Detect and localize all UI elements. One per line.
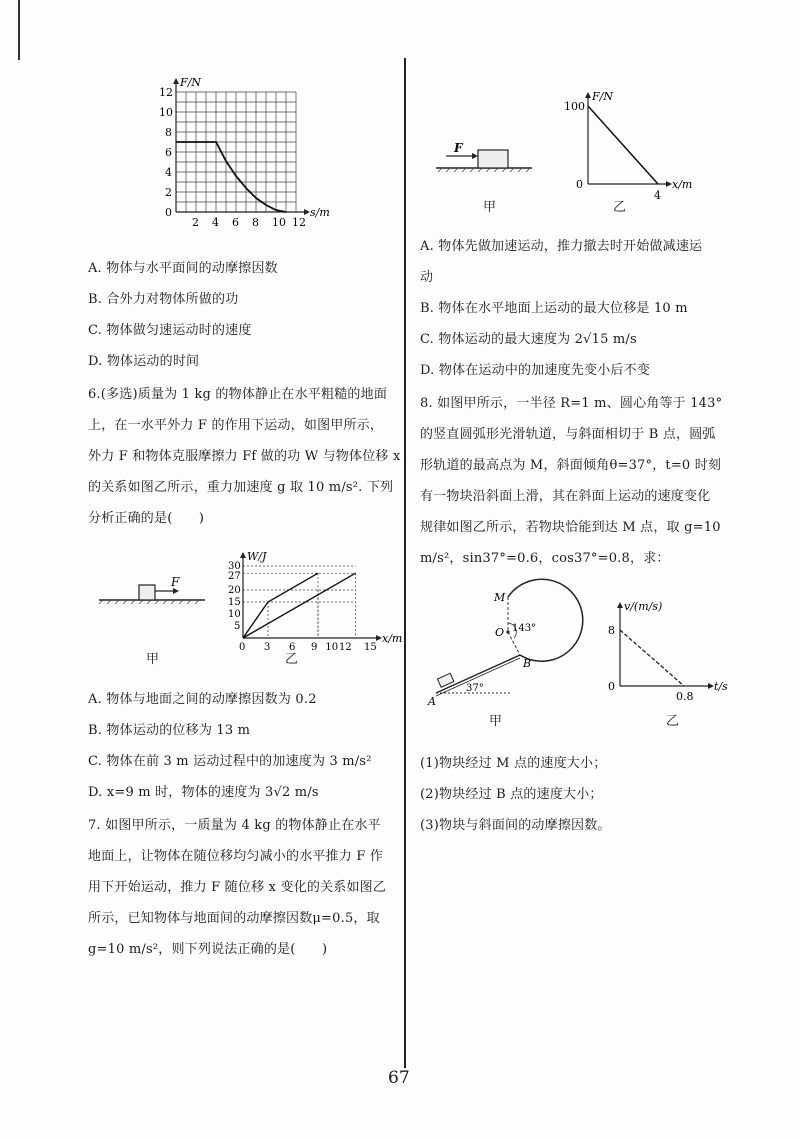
y-axis-label: F/N — [592, 90, 613, 103]
q8-line-2: 的竖直圆弧形光滑轨道，与斜面相切于 B 点，圆弧 — [420, 427, 716, 442]
y-tick-label: 100 — [564, 100, 585, 113]
y-tick-label: 0 — [165, 206, 172, 219]
q5-option-d: D. 物体运动的时间 — [88, 354, 200, 369]
block — [478, 150, 508, 168]
q6-figure-jia — [95, 570, 215, 610]
series-line-W_F — [243, 573, 318, 638]
y-axis-label: F/N — [180, 76, 201, 89]
force-label: F — [454, 141, 463, 155]
y-tick-label: 6 — [165, 146, 172, 159]
y-axis-arrow — [173, 78, 179, 84]
y-tick-label: 8 — [608, 624, 615, 637]
q6-option-b: B. 物体运动的位移为 13 m — [88, 723, 251, 738]
x-tick-label: 8 — [252, 216, 259, 229]
q8-line-3: 形轨道的最高点为 M，斜面倾角θ=37°，t=0 时刻 — [420, 458, 722, 473]
q7-line-2: 地面上，让物体在随位移均匀减小的水平推力 F 作 — [88, 849, 384, 864]
y-axis-arrow — [240, 552, 246, 558]
x-tick-label: 0 — [576, 178, 583, 191]
force-label: F — [171, 575, 180, 589]
q8-line-4: 有一物块沿斜面上滑，其在斜面上运动的速度变化 — [420, 489, 711, 504]
q6-option-d: D. x=9 m 时，物体的速度为 3√2 m/s — [88, 785, 319, 800]
left-margin-rule — [18, 0, 20, 60]
x-tick-label: 4 — [212, 216, 219, 229]
series-line-F — [588, 106, 658, 184]
q7-line-3: 用下开始运动，推力 F 随位移 x 变化的关系如图乙 — [88, 880, 387, 895]
x-tick-label: 0 — [608, 680, 615, 693]
series-line-W_f — [243, 573, 356, 638]
x-tick-label: 10 — [325, 642, 339, 653]
q6-work-displacement-chart — [225, 548, 403, 653]
block — [139, 585, 155, 600]
y-tick-label: 30 — [228, 561, 241, 572]
y-tick-label: 20 — [228, 585, 241, 596]
q8-subquestion-2: (2)物块经过 B 点的速度大小； — [420, 787, 603, 802]
q7-line-1: 7. 如图甲所示，一质量为 4 kg 的物体静止在水平 — [88, 818, 381, 833]
q6-line-1: 6.(多选)质量为 1 kg 的物体静止在水平粗糙的地面 — [88, 387, 388, 402]
y-axis-label: v/(m/s) — [624, 600, 663, 613]
x-axis-label: t/s — [714, 680, 728, 693]
center-O — [506, 630, 509, 633]
q8-subquestion-3: (3)物块与斜面间的动摩擦因数。 — [420, 818, 611, 833]
block — [437, 673, 453, 687]
x-tick-label: 4 — [654, 189, 661, 202]
q7-option-a-cont: 动 — [420, 270, 434, 285]
q7-option-c: C. 物体运动的最大速度为 2√15 m/s — [420, 332, 637, 347]
x-tick-label: 15 — [364, 642, 377, 653]
y-tick-label: 10 — [228, 609, 241, 620]
y-tick-label: 2 — [165, 186, 172, 199]
q7-option-b: B. 物体在水平地面上运动的最大位移是 10 m — [420, 301, 688, 316]
q7-line-5: g=10 m/s²，则下列说法正确的是( ) — [88, 942, 328, 957]
x-tick-label: 10 — [272, 216, 286, 229]
q5-force-displacement-chart — [140, 72, 340, 232]
q8-fig-jia-caption: 甲 — [489, 714, 503, 729]
y-tick-label: 5 — [234, 621, 241, 632]
column-divider — [404, 58, 406, 1068]
x-tick-label: 6 — [289, 642, 296, 653]
q8-line-6: m/s²，sin37°=0.6，cos37°=0.8，求： — [420, 551, 670, 566]
q7-fig-jia-caption: 甲 — [483, 200, 497, 215]
y-tick-label: 8 — [165, 126, 172, 139]
q7-fig-yi-caption: 乙 — [613, 200, 627, 215]
q7-line-4: 所示，已知物体与地面间的动摩擦因数μ=0.5，取 — [88, 911, 380, 926]
x-axis-label: x/m — [672, 178, 693, 191]
y-tick-label: 4 — [165, 166, 172, 179]
q8-subquestion-1: (1)物块经过 M 点的速度大小； — [420, 756, 607, 771]
label-B: B — [523, 657, 532, 670]
q5-option-b: B. 合外力对物体所做的功 — [88, 292, 239, 307]
series-line-v — [620, 630, 684, 686]
series-line-F — [176, 142, 286, 212]
q6-fig-yi-caption: 乙 — [285, 652, 299, 667]
q5-option-a: A. 物体与水平面间的动摩擦因数 — [88, 261, 278, 276]
q8-fig-yi-caption: 乙 — [666, 714, 680, 729]
q6-fig-jia-caption: 甲 — [146, 652, 160, 667]
x-tick-label: 0.8 — [676, 690, 694, 703]
q6-option-c: C. 物体在前 3 m 运动过程中的加速度为 3 m/s² — [88, 754, 372, 769]
x-tick-label: 6 — [232, 216, 239, 229]
x-tick-label: 9 — [311, 642, 318, 653]
label-O: O — [495, 626, 505, 639]
q8-figure-jia — [428, 585, 588, 710]
label-M: M — [494, 591, 506, 604]
x-tick-label: 12 — [292, 216, 306, 229]
q7-figure-jia — [432, 140, 542, 180]
y-axis-label: W/J — [247, 550, 267, 563]
q8-line-1: 8. 如图甲所示，一半径 R=1 m、圆心角等于 143° — [420, 396, 723, 411]
q6-line-5: 分析正确的是( ) — [88, 511, 205, 526]
y-tick-label: 10 — [159, 106, 173, 119]
q8-line-5: 规律如图乙所示，若物块恰能到达 M 点，取 g=10 — [420, 520, 721, 535]
y-axis-arrow — [585, 92, 591, 98]
x-tick-label: 12 — [339, 642, 352, 653]
label-A: A — [428, 695, 436, 708]
x-tick-label: 3 — [264, 642, 271, 653]
label-arc-angle: 143° — [512, 623, 537, 634]
arc-track — [508, 579, 583, 661]
x-axis-label: s/m — [310, 206, 330, 219]
y-tick-label: 27 — [228, 571, 241, 583]
q6-option-a: A. 物体与地面之间的动摩擦因数为 0.2 — [88, 692, 317, 707]
label-incline-angle: 37° — [466, 683, 484, 694]
x-tick-label: 2 — [192, 216, 199, 229]
q7-option-a: A. 物体先做加速运动，推力撤去时开始做减速运 — [420, 239, 703, 254]
q7-option-d: D. 物体在运动中的加速度先变小后不变 — [420, 363, 651, 378]
q6-line-4: 的关系如图乙所示，重力加速度 g 取 10 m/s². 下列 — [88, 480, 394, 495]
q5-option-c: C. 物体做匀速运动时的速度 — [88, 323, 252, 338]
x-axis-label: x/m — [382, 632, 403, 645]
y-tick-label: 15 — [228, 597, 241, 608]
x-tick-label: 0 — [239, 642, 246, 653]
q7-force-displacement-chart — [560, 72, 710, 202]
q8-velocity-time-chart — [605, 598, 735, 703]
y-tick-label: 12 — [159, 86, 173, 99]
q6-line-3: 外力 F 和物体克服摩擦力 Ff 做的功 W 与物体位移 x — [88, 449, 401, 464]
page-number: 67 — [388, 1068, 410, 1088]
q6-line-2: 上，在一水平外力 F 的作用下运动，如图甲所示， — [88, 418, 384, 433]
y-axis-arrow — [617, 602, 623, 608]
